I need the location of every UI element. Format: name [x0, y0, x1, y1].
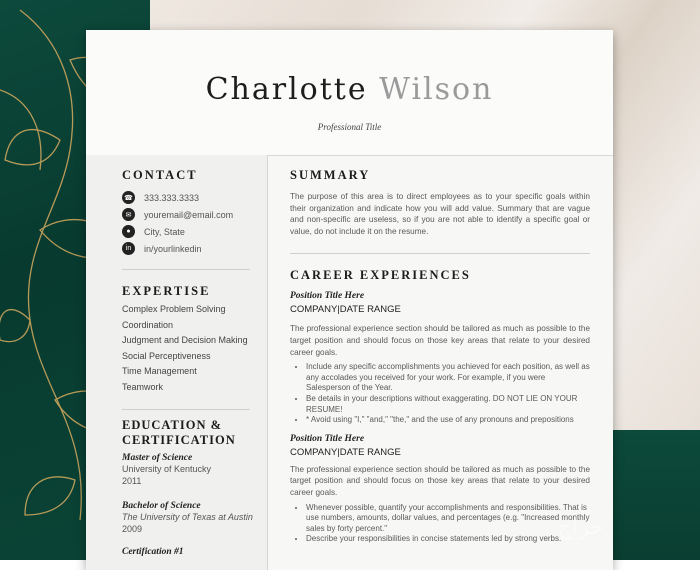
- resume-name: [86, 72, 613, 107]
- degree-title: Master of Science: [122, 453, 193, 463]
- contact-phone: [122, 191, 199, 204]
- first-name: Charlotte: [205, 72, 368, 107]
- divider: [290, 253, 590, 254]
- job-bullets: [290, 503, 590, 545]
- education-entry: [122, 501, 253, 535]
- expertise-heading: EXPERTISE: [122, 284, 211, 298]
- graduation-year: 2009: [122, 524, 143, 534]
- contact-location: [122, 225, 185, 238]
- education-heading-line1: EDUCATION &: [122, 418, 223, 432]
- company-date: COMPANY|DATE RANGE: [290, 304, 401, 316]
- expertise-item: Teamwork: [122, 381, 164, 392]
- expertise-item: Complex Problem Solving: [122, 304, 226, 314]
- email-icon: ✉: [122, 208, 135, 221]
- company-date: COMPANY|DATE RANGE: [290, 446, 401, 458]
- job-bullet: • Whenever possible, quantify your accomplishments and responsibilities. That is use numbers, amounts, dollar values, and percentages (e.g. "Increased monthly sales by forty percent.": [306, 503, 590, 535]
- job-bullet: • * Avoid using "I," "and," "the," and the use of any pronouns and prepositions: [306, 415, 590, 426]
- career-heading: CAREER EXPERIENCES: [290, 268, 471, 283]
- graduation-year: 2011: [122, 476, 142, 486]
- left-column: [86, 155, 268, 570]
- contact-linkedin: [122, 242, 202, 255]
- contact-linkedin-text: in/yourlinkedin: [144, 243, 202, 254]
- contact-email: [122, 208, 233, 221]
- expertise-item: Time Management: [122, 366, 197, 376]
- expertise-item: Coordination: [122, 319, 174, 330]
- right-column: [290, 155, 590, 545]
- professional-title: Professional Title: [317, 122, 382, 132]
- job-bullet: • Be details in your descriptions without exaggerating. DO NOT LIE ON YOUR RESUME!: [306, 394, 590, 415]
- contact-heading: CONTACT: [122, 168, 198, 182]
- watermark: حراج: [557, 515, 604, 540]
- contact-phone-text: 333.333.3333: [144, 192, 200, 203]
- contact-email-text: youremail@email.com: [144, 209, 234, 220]
- school-name: The University of Texas at Austin: [122, 512, 253, 522]
- resume-header: [86, 30, 613, 156]
- job-bullet: • Include any specific accomplishments you achieved for each position, as well as any accolades you received for your work. For example, if you were Salesperson of the Year.: [306, 362, 590, 394]
- position-title: Position Title Here: [290, 433, 365, 444]
- job-description: The professional experience section should be tailored as much as possible to the target position and should focus on those key areas that relate to your desired career goals.: [290, 464, 590, 497]
- expertise-item: Social Perceptiveness: [122, 350, 211, 361]
- summary-heading: SUMMARY: [290, 168, 371, 182]
- education-entry: [122, 453, 211, 487]
- contact-location-text: City, State: [144, 226, 185, 237]
- job-bullet: • Describe your responsibilities in concise statements led by strong verbs.: [306, 534, 590, 545]
- expertise-list: [122, 302, 248, 395]
- school-name: University of Kentucky: [122, 464, 212, 474]
- education-heading: [122, 418, 236, 448]
- position-title: Position Title Here: [290, 291, 365, 302]
- certification-entry: [122, 547, 184, 557]
- job-entry: [290, 291, 590, 425]
- divider: [122, 409, 250, 410]
- education-heading-line2: CERTIFICATION: [122, 433, 236, 447]
- certification-title: Certification #1: [122, 547, 184, 557]
- job-bullets: [290, 362, 590, 426]
- location-icon: ●: [122, 225, 135, 238]
- phone-icon: ☎: [122, 191, 135, 204]
- expertise-item: Judgment and Decision Making: [122, 335, 248, 345]
- job-entry: [290, 434, 590, 545]
- summary-text: The purpose of this area is to direct employees as to your specific goals within their organization and indicate how you will add value. Summary that are vague and non-specific are useless, so if you are not able to identify a specific goal or value, do not include it on the resume.: [290, 192, 590, 236]
- last-name: Wilson: [379, 72, 494, 107]
- degree-title: Bachelor of Science: [122, 501, 201, 511]
- linkedin-icon: in: [122, 242, 135, 255]
- resume-page: [86, 30, 613, 570]
- job-description: The professional experience section should be tailored as much as possible to the target position and should focus on those key areas that relate to your desired career goals.: [290, 324, 590, 357]
- divider: [122, 269, 250, 270]
